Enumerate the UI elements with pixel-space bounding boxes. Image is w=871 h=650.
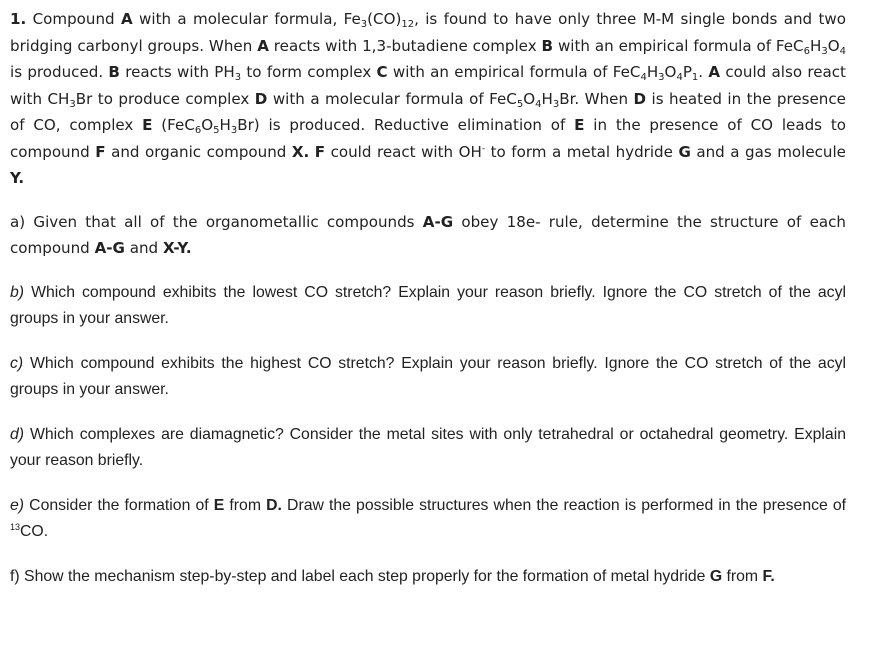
question-a: a) Given that all of the organometallic compounds A-G obey 18e- rule, determine the structure of each compound A-G and X-Y. bbox=[10, 212, 846, 257]
question-page bbox=[10, 6, 846, 590]
question-e: e) Consider the formation of E from D. Draw the possible structures when the reaction is performed in the presence of $^{13}$CO. bbox=[10, 496, 847, 540]
question-d: d) Which complexes are diamagnetic? Consider the metal sites with only tetrahedral or octahedral geometry. Explain your reason briefly. bbox=[10, 425, 846, 469]
question-number: 1. bbox=[10, 10, 27, 28]
question-b: b) Which compound exhibits the lowest CO stretch? Explain your reason briefly. Ignore the CO stretch of the acyl groups in your answer. bbox=[10, 283, 846, 327]
question-1-intro: 1. Compound A with a molecular formula, $Fe_3(CO)_{12}$, is found to have only three M-M single bonds and two bridging carbonyl groups. When A reacts with 1,3-butadiene complex B with an empirical formula of $FeC_6H_3O_4$ is produced. B reacts with $PH_3$ to form complex C with an empirical formula of $FeC_4H_3O_4P_1$. A could also react with $CH_3Br$ to produce complex D with a molecular formula of $FeC_5O_4H_3Br$. When D is heated in the presence of CO, complex E $(FeC_6O_5H_3Br)$ is produced. Reductive elimination of E in the presence of CO leads to compound F and organic compound X. F could react with OH- to form a metal hydride G and a gas molecule Y. bbox=[10, 10, 846, 187]
question-c: c) Which compound exhibits the highest CO stretch? Explain your reason briefly. Ignore the CO stretch of the acyl groups in your answer. bbox=[10, 354, 846, 398]
question-f: f) Show the mechanism step-by-step and label each step properly for the formation of metal hydride G from F. bbox=[10, 567, 775, 585]
